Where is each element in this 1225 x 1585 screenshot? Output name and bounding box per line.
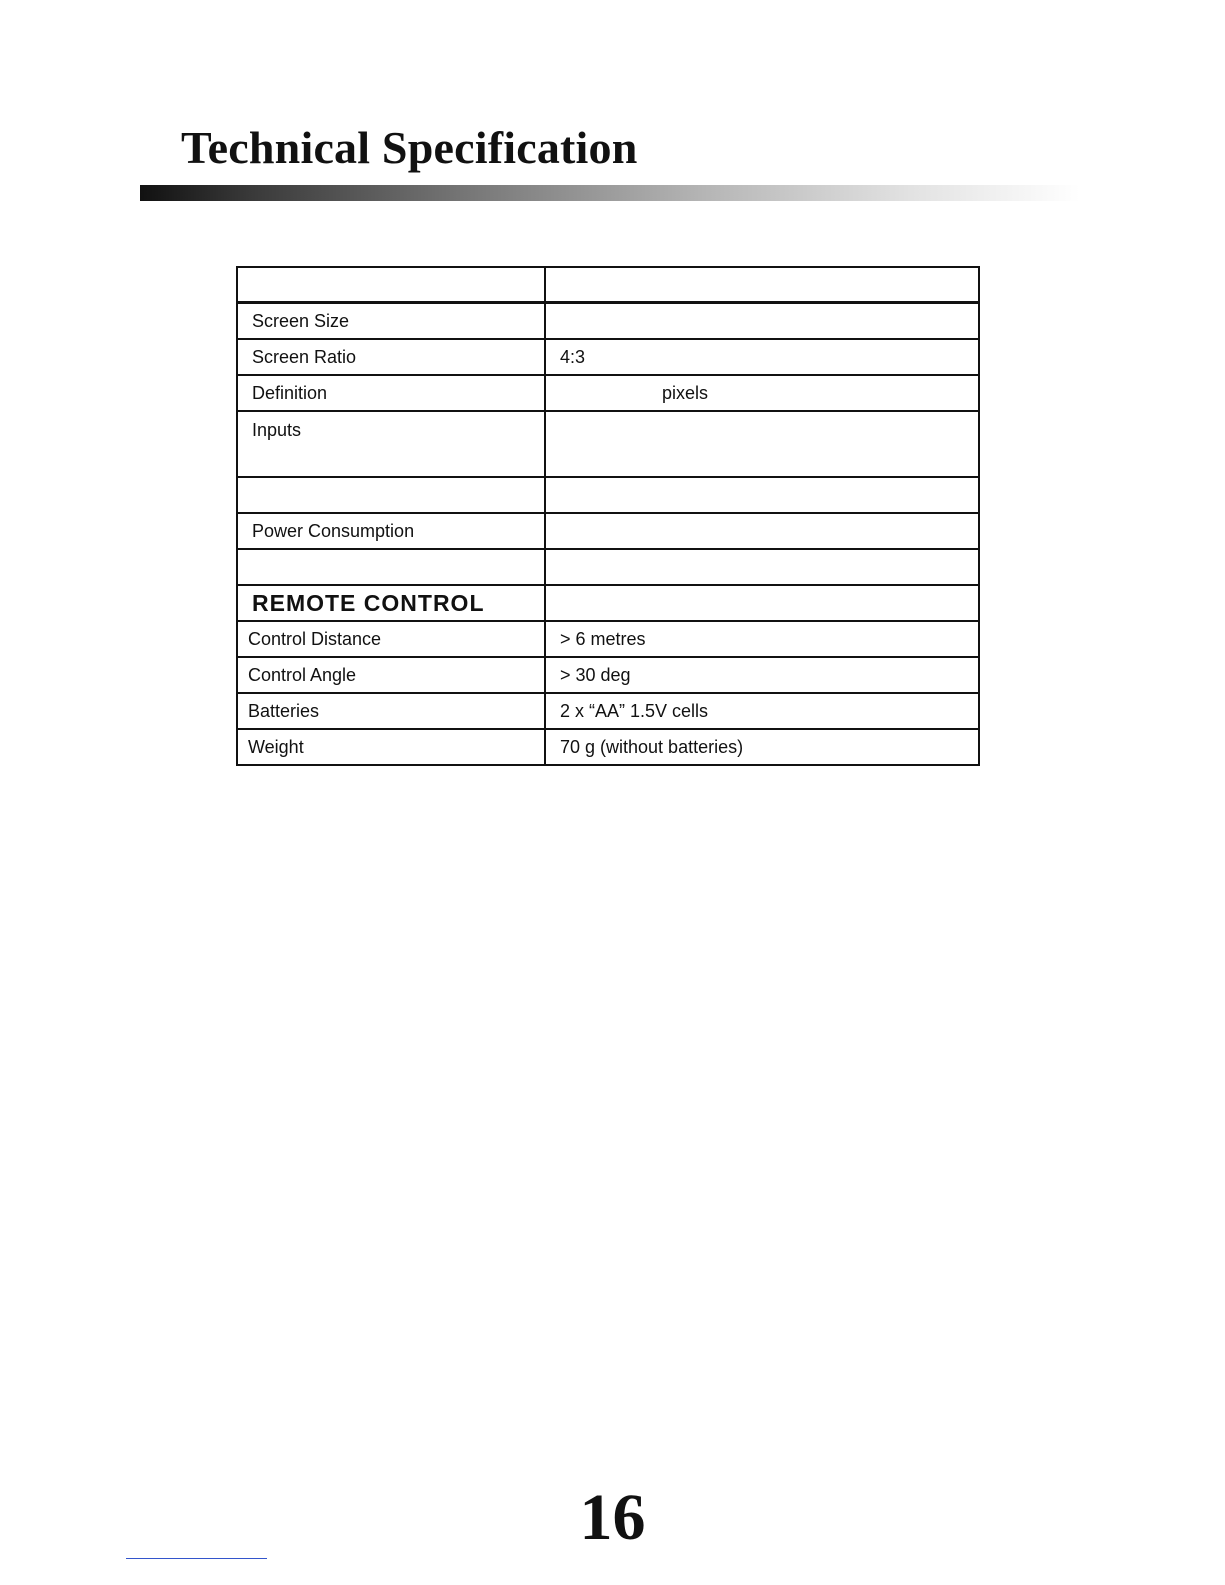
spec-value: > 6 metres (545, 621, 979, 657)
table-row (237, 657, 979, 693)
table-row (237, 549, 979, 585)
table-row (237, 339, 979, 375)
spec-label: Weight (237, 729, 545, 765)
spec-value: > 30 deg (545, 657, 979, 693)
table-row (237, 411, 979, 477)
spec-value: 70 g (without batteries) (545, 729, 979, 765)
spec-value: 4:3 (545, 339, 979, 375)
table-row (237, 621, 979, 657)
table-row (237, 303, 979, 340)
spec-label: Batteries (237, 693, 545, 729)
spec-value (545, 411, 979, 477)
page-title: Technical Specification (181, 122, 638, 173)
spec-table (236, 266, 980, 766)
table-row (237, 375, 979, 411)
spec-label: Inputs (237, 411, 545, 477)
table-row (237, 729, 979, 765)
spec-value (545, 513, 979, 549)
spec-value (545, 267, 979, 303)
spec-label: Screen Size (237, 303, 545, 340)
table-row (237, 693, 979, 729)
spec-label (237, 477, 545, 513)
spec-value (545, 303, 979, 340)
spec-label: Control Distance (237, 621, 545, 657)
spec-label: Power Consumption (237, 513, 545, 549)
page-number: 16 (579, 1481, 646, 1554)
table-row (237, 513, 979, 549)
spec-label: Screen Ratio (237, 339, 545, 375)
section-row-remote-control (237, 585, 979, 621)
spec-value: pixels (545, 375, 979, 411)
title-gradient-bar (140, 185, 1080, 201)
spec-value (545, 585, 979, 621)
spec-label (237, 549, 545, 585)
spec-value (545, 549, 979, 585)
table-row (237, 477, 979, 513)
spec-label (237, 267, 545, 303)
table-header-row (237, 267, 979, 303)
section-heading: REMOTE CONTROL (237, 585, 545, 621)
footer-line (126, 1558, 267, 1559)
spec-value (545, 477, 979, 513)
spec-label: Control Angle (237, 657, 545, 693)
spec-value: 2 x “AA” 1.5V cells (545, 693, 979, 729)
spec-label: Definition (237, 375, 545, 411)
